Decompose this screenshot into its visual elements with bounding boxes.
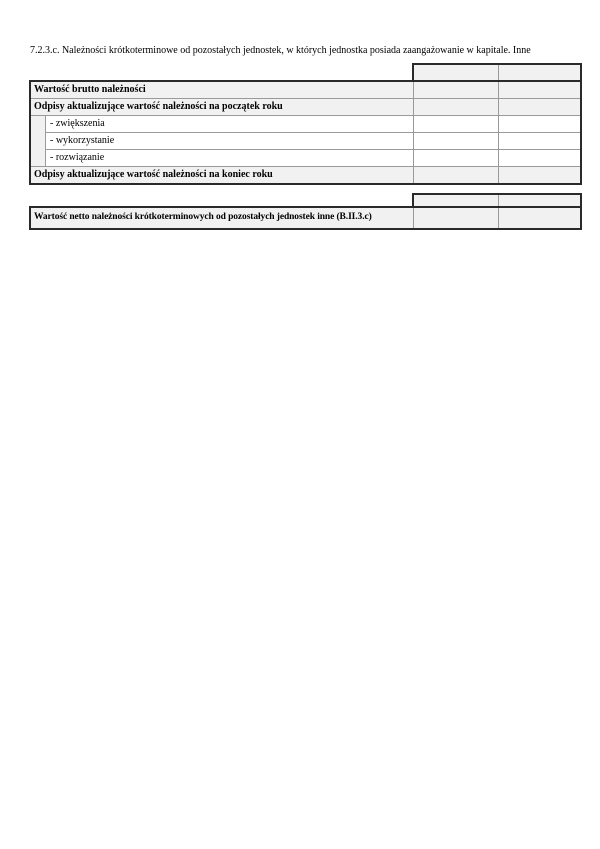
row-label: Odpisy aktualizujące wartość należności na początek roku [34, 101, 283, 112]
value-cell-col1 [413, 167, 498, 183]
value-cell-col1 [413, 99, 498, 115]
period-header-col1-cell [414, 195, 498, 206]
value-cell-col2 [498, 132, 580, 149]
row-label: - rozwiązanie [45, 149, 413, 166]
value-cell-col2 [498, 82, 580, 98]
value-cell-col1 [413, 132, 498, 149]
net-value-table [29, 206, 582, 230]
row-label: - wykorzystanie [45, 132, 413, 149]
value-cell-col2 [498, 99, 580, 115]
indent-cell [31, 116, 45, 132]
table-subrow [31, 149, 580, 166]
indent-cell [31, 149, 45, 166]
row-label: Odpisy aktualizujące wartość należności na koniec roku [34, 169, 273, 180]
value-cell-col1 [413, 149, 498, 166]
row-label: Wartość brutto należności [34, 84, 146, 95]
value-cell-col2 [498, 116, 580, 132]
table-row [31, 98, 580, 115]
value-cell-col1 [413, 208, 498, 228]
value-cell-col1 [413, 82, 498, 98]
period-header-col1-cell [414, 65, 498, 80]
table-row [31, 208, 580, 228]
receivables-table [29, 80, 582, 185]
main-table-period-header [412, 63, 582, 80]
value-cell-col1 [413, 116, 498, 132]
table-subrow [31, 132, 580, 149]
document-title: 7.2.3.c. Należności krótkoterminowe od pozostałych jednostek, w których jednostka posiada zaangażowanie w kapitale. Inne [30, 45, 531, 56]
value-cell-col2 [498, 208, 580, 228]
table-subrow [31, 115, 580, 132]
row-label: Wartość netto należności krótkoterminowych od pozostałych jednostek inne (B.II.3.c) [34, 212, 372, 222]
table-row [31, 82, 580, 98]
indent-cell [31, 132, 45, 149]
table-row [31, 166, 580, 183]
summary-period-header [412, 193, 582, 206]
period-header-col2-cell [498, 65, 580, 80]
period-header-col2-cell [498, 195, 580, 206]
row-label: - zwiększenia [45, 116, 413, 132]
value-cell-col2 [498, 149, 580, 166]
value-cell-col2 [498, 167, 580, 183]
